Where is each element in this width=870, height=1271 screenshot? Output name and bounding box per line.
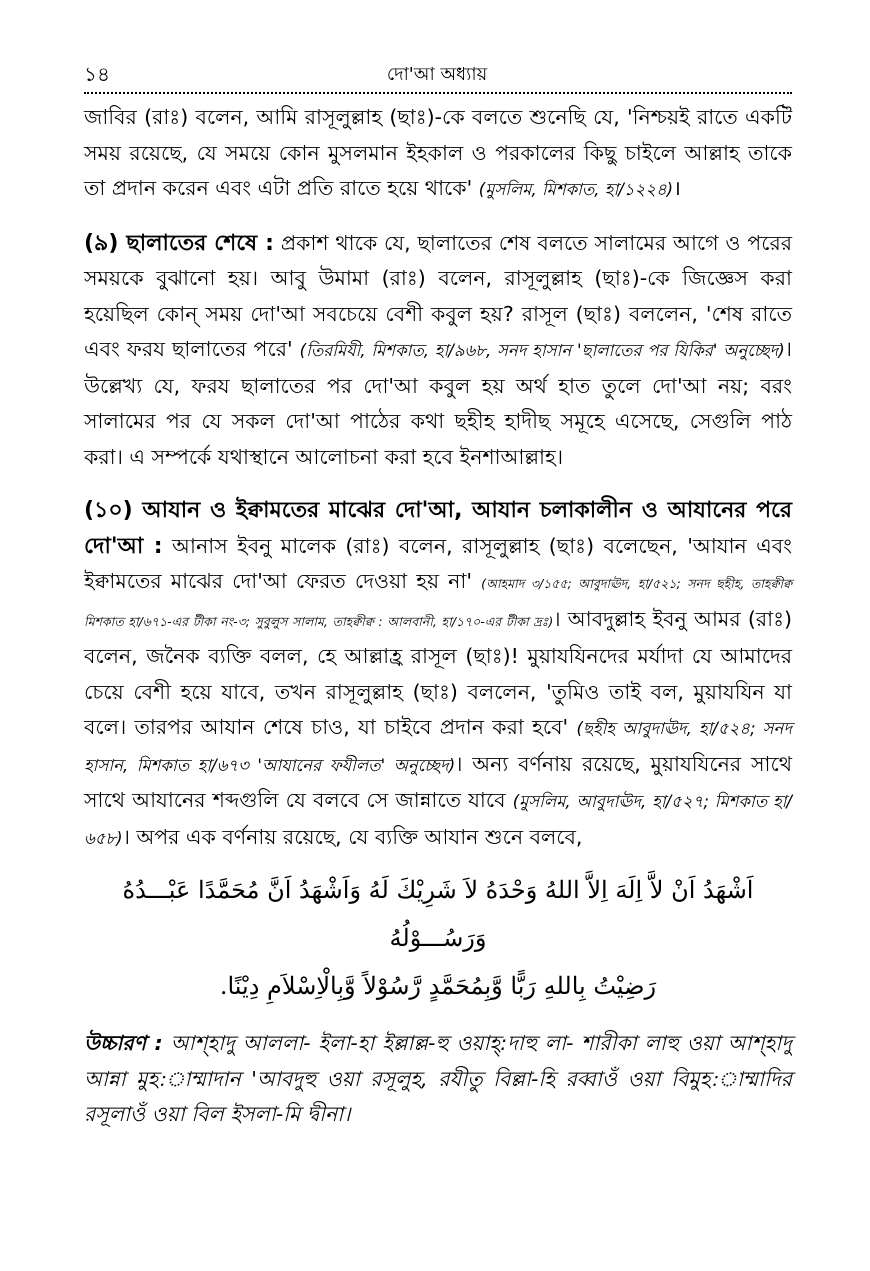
citation: (মুসলিম, আবুদাঊদ, হা/৫২৭; মিশকাত হা/৬৫৮): [84, 792, 792, 848]
paragraph-text: আনাস ইবনু মালেক (রাঃ) বলেন, রাসূলুল্লাহ (ছাঃ) বলেছেন, 'আযান এবং ইক্বামতের মাঝের দো'আ ফেরত দেওয়া হয় না': [84, 533, 792, 593]
arabic-line-1: اَشْهَدُ اَنْ لاَّ اِلَهَ اِلاَّ اللهُ وَحْدَهُ لاَ شَرِيْكَ لَهُ وَاَشْهَدُ اَنَّ مُحَمَّدًا عَبْـــدُهُ وَرَسُـــوْلُهُ: [122, 876, 754, 952]
running-title: দো'আ অধ্যায়: [386, 64, 488, 85]
citation: (আহমাদ ৩/১৫৫; আবুদাঊদ, হা/৫২১; সনদ ছহীহ, তাহক্বীক্ব মিশকাত হা/৬৭১-এর টীকা নং-৩; সুবুলুস সালাম, তাহক্বীক্ব : আলবানী, হা/১৭০-এর টীকা দ্রঃ): [84, 576, 792, 629]
paragraph-text: । অপর এক বর্ণনায় রয়েছে, যে ব্যক্তি আযান শুনে বলবে,: [122, 824, 583, 849]
section-10-paragraph: [84, 493, 792, 856]
header-divider: [84, 92, 792, 94]
paragraph-text: । অন্য বর্ণনায় রয়েছে, মুয়াযযিনের সাথে সাথে আযানের শব্দগুলি যে বলবে সে জান্নাতে যাবে: [84, 751, 792, 812]
page-body: [84, 100, 792, 1133]
pronunciation-paragraph: [84, 1026, 792, 1133]
section-9-paragraph: [84, 226, 792, 476]
page-number: ১৪: [84, 62, 110, 86]
citation: (তিরমিযী, মিশকাত, হা/৯৬৮, সনদ হাসান 'ছালাতের পর যিকির' অনুচ্ছেদ): [299, 341, 785, 360]
section-heading: (১০) আযান ও ইক্বামতের মাঝের দো'আ, আযান চলাকালীন ও আযানের পরে দো'আ :: [84, 498, 792, 559]
arabic-dua: [84, 866, 792, 1010]
paragraph-end: ।: [673, 176, 681, 200]
pronunciation-label: উচ্চারণ :: [84, 1031, 163, 1055]
paragraph-text: । আবদুল্লাহ ইবনু আমর (রাঃ) বলেন, জনৈক ব্যক্তি বলল, হে আল্লাহ্র রাসূল (ছাঃ)! মুয়াযযিনদের মর্যাদা যে আমাদের চেয়ে বেশী হয়ে যাবে, তখন রাসূলুল্লাহ (ছাঃ) বললেন, 'তুমিও তাই বল, মুয়াযযিন যা বলে। তারপর আযান শেষে চাও, যা চাইবে প্রদান করা হবে': [84, 606, 792, 739]
paragraph-text: জাবির (রাঃ) বলেন, আমি রাসূলুল্লাহ (ছাঃ)-কে বলতে শুনেছি যে, 'নিশ্চয়ই রাতে একটি সময় রয়েছে, যে সময়ে কোন মুসলমান ইহকাল ও পরকালের কিছু চাইলে আল্লাহ তাকে তা প্রদান করেন এবং এটা প্রতি রাতে হয়ে থাকে': [84, 105, 792, 200]
section-heading: (৯) ছালাতের শেষে :: [84, 230, 274, 256]
pronunciation-text: আশ্‌হাদু আললা- ইলা-হা ইল্লাল্ল-হু ওয়াহ্‌:দাহু লা- শারীকা লাহু ওয়া আশ্‌হাদু আন্না মুহ:াম্মাদান 'আবদুহু ওয়া রসূলুহ, রযীতু বিল্লা-হি রব্বাওঁ ওয়া বিমুহ:াম্মাদির রসূলাওঁ ওয়া বিল ইসলা-মি দ্বীনা।: [84, 1031, 792, 1126]
paragraph-text: । উল্লেখ্য যে, ফরয ছালাতের পর দো'আ কবুল হয় অর্থ হাত তুলে দো'আ নয়; বরং সালামের পর যে সকল দো'আ পাঠের কথা ছহীহ হাদীছ সমূহে এসেছে, সেগুলি পাঠ করা। এ সম্পর্কে যথাস্থানে আলোচনা করা হবে ইনশাআল্লাহ।: [84, 337, 792, 469]
citation: (ছহীহ আবুদাঊদ, হা/৫২৪; সনদ হাসান, মিশকাত হা/৬৭৩ 'আযানের ফযীলত' অনুচ্ছেদ): [84, 719, 792, 775]
citation: (মুসলিম, মিশকাত, হা/১২২৪): [478, 180, 674, 199]
arabic-line-2: رَضِيْتُ بِاللهِ رَبًّا وَّبِمُحَمَّدٍ رَّسُوْلاً وَّبِالْاِسْلاَمِ دِيْنًا.: [219, 972, 657, 1000]
paragraph-text: প্রকাশ থাকে যে, ছালাতের শেষ বলতে সালামের আগে ও পরের সময়কে বুঝানো হয়। আবু উমামা (রাঃ) বলেন, রাসূলুল্লাহ (ছাঃ)-কে জিজ্ঞেস করা হয়েছিল কোন্ সময় দো'আ সবচেয়ে বেশী কবুল হয়? রাসূল (ছাঃ) বললেন, 'শেষ রাতে এবং ফরয ছালাতের পরে': [84, 230, 792, 361]
paragraph-jabir-hadith: [84, 100, 792, 208]
page-header: [84, 58, 790, 92]
